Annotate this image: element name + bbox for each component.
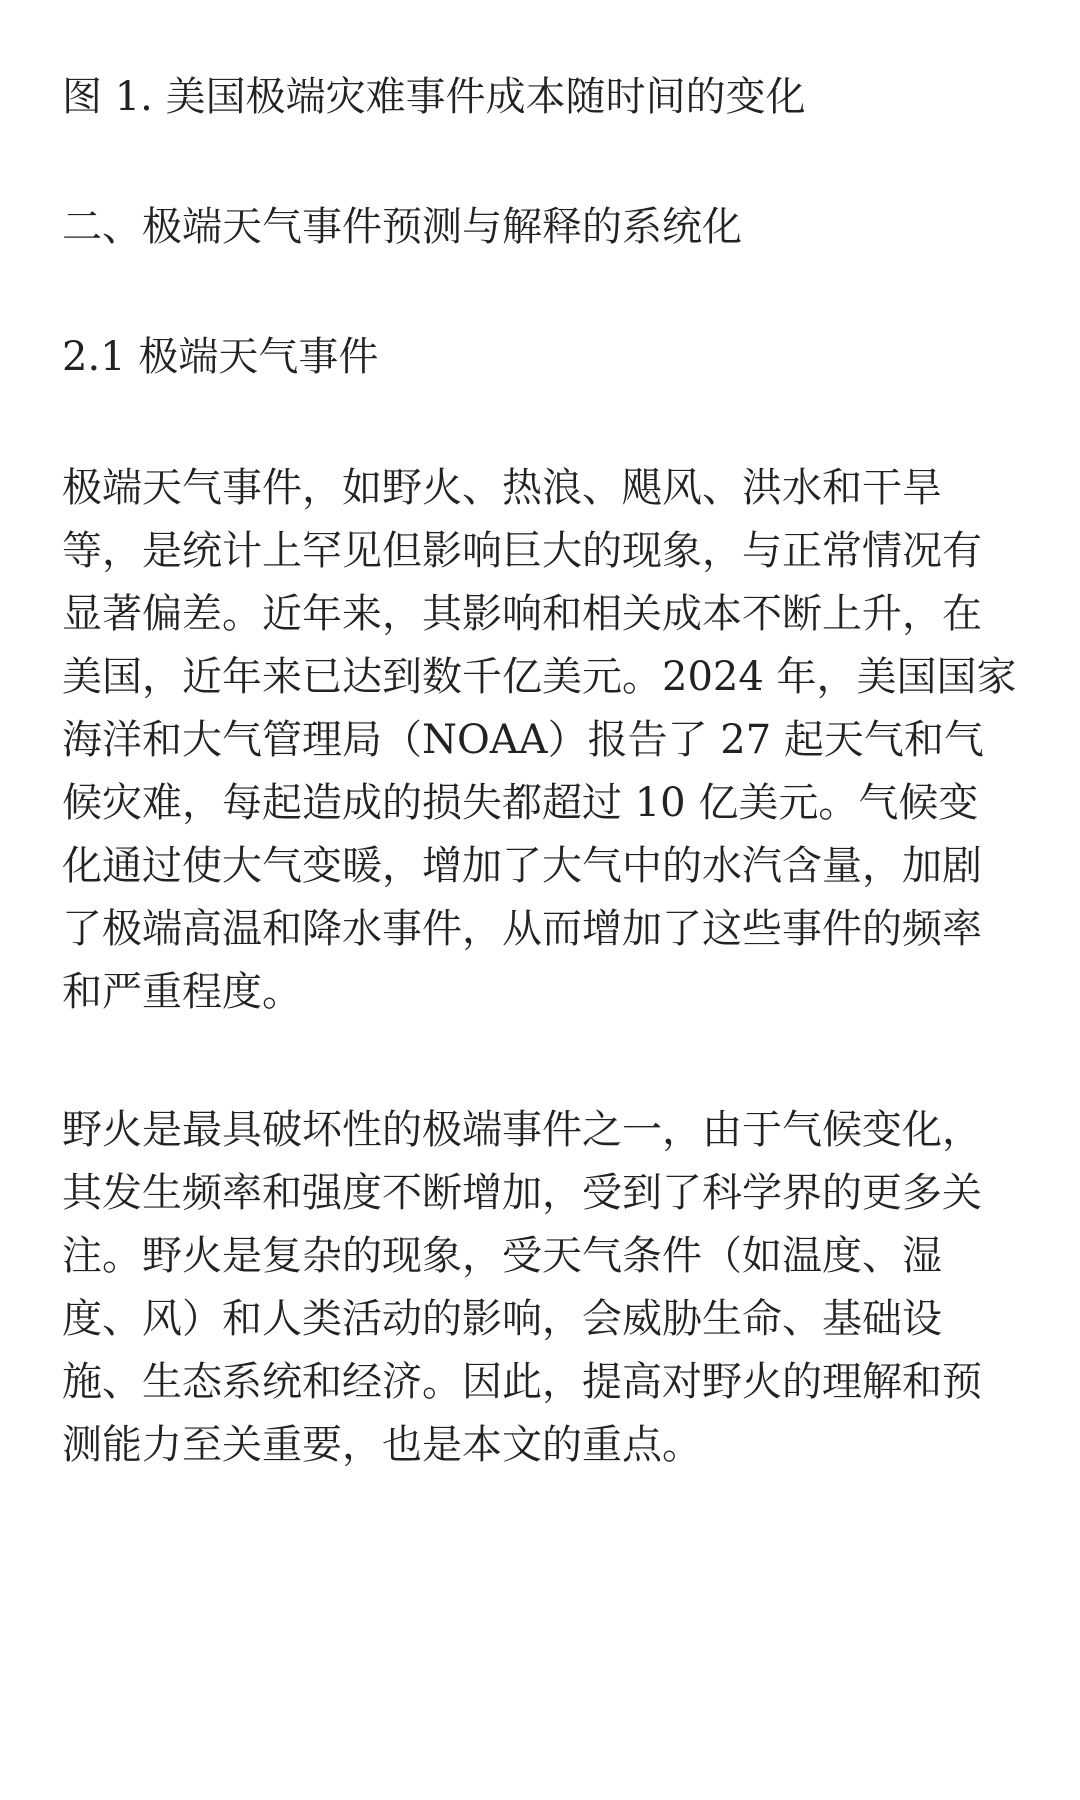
paragraph-line: 和严重程度。: [62, 969, 302, 1015]
paragraph-line: 了极端高温和降水事件，从而增加了这些事件的频率: [62, 906, 982, 952]
article-body: [62, 0, 1022, 1477]
figure-caption: 图 1. 美国极端灾难事件成本随时间的变化: [62, 74, 806, 120]
paragraph-wildfire: [62, 1099, 1022, 1477]
section-heading: 二、极端天气事件预测与解释的系统化: [62, 204, 742, 250]
paragraph-line: 化通过使大气变暖，增加了大气中的水汽含量，加剧: [62, 843, 982, 889]
paragraph-line: 注。野火是复杂的现象，受天气条件（如温度、湿: [62, 1233, 942, 1279]
paragraph-line: 等，是统计上罕见但影响巨大的现象，与正常情况有: [62, 528, 982, 574]
paragraph-line: 其发生频率和强度不断增加，受到了科学界的更多关: [62, 1170, 982, 1216]
subsection-heading: 2.1 极端天气事件: [62, 334, 379, 380]
paragraph-line: 显著偏差。近年来，其影响和相关成本不断上升，在: [62, 591, 982, 637]
paragraph-line: 候灾难，每起造成的损失都超过 10 亿美元。气候变: [62, 780, 979, 826]
paragraph-line: 极端天气事件，如野火、热浪、飓风、洪水和干旱: [62, 465, 942, 511]
paragraph-line: 海洋和大气管理局（NOAA）报告了 27 起天气和气: [62, 717, 984, 763]
paragraph-line: 施、生态系统和经济。因此，提高对野火的理解和预: [62, 1359, 982, 1405]
paragraph-line: 美国，近年来已达到数千亿美元。2024 年，美国国家: [62, 654, 1017, 700]
paragraph-line: 度、风）和人类活动的影响，会威胁生命、基础设: [62, 1296, 942, 1342]
paragraph-extreme-weather: [62, 457, 1022, 1024]
paragraph-line: 野火是最具破坏性的极端事件之一，由于气候变化，: [62, 1107, 982, 1153]
paragraph-line: 测能力至关重要，也是本文的重点。: [62, 1422, 702, 1468]
